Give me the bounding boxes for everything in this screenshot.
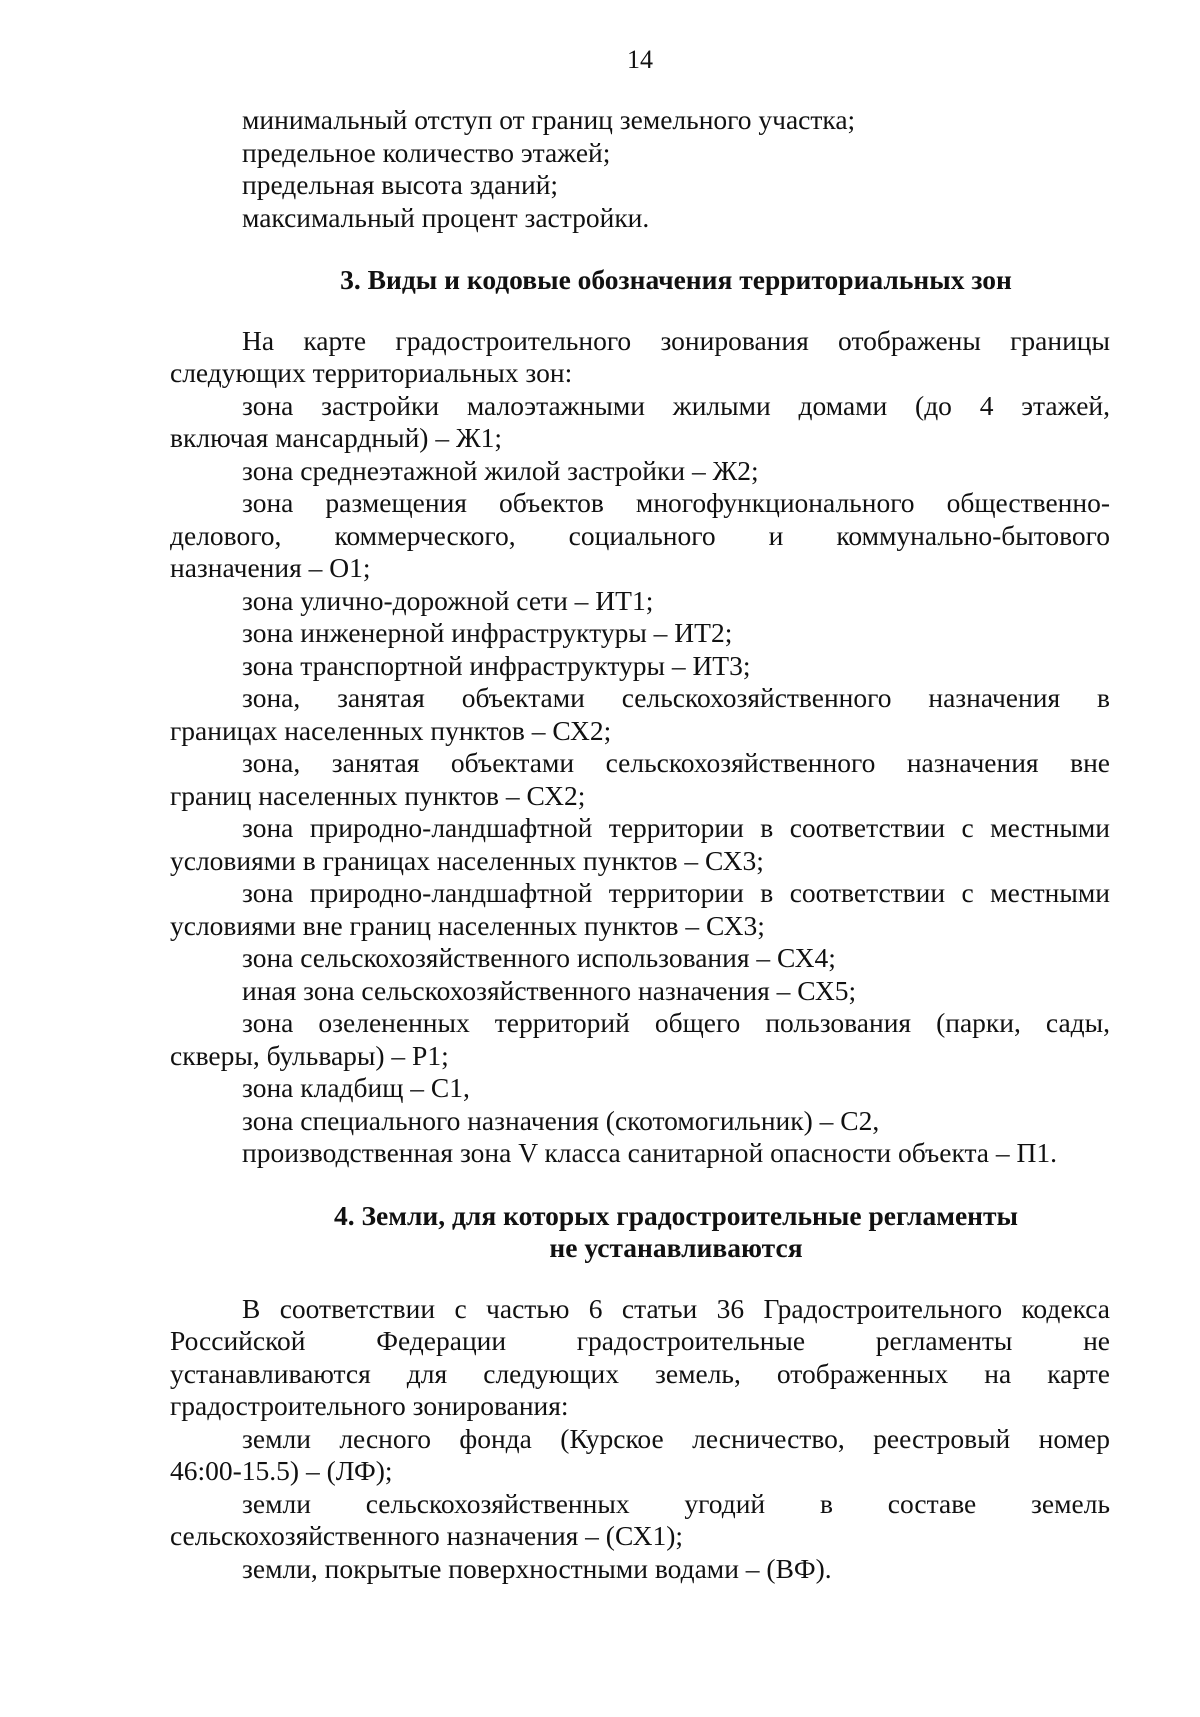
zone-item bbox=[170, 975, 1110, 1008]
zone-item-line: условиями в границах населенных пунктов – СХ3; bbox=[170, 844, 764, 876]
zone-item-line: зона застройки малоэтажными жилыми домами (до 4 этажей, bbox=[242, 389, 1110, 421]
heading-line: не устанавливаются bbox=[549, 1232, 803, 1263]
zone-item-line: зона среднеэтажной жилой застройки – Ж2; bbox=[242, 454, 759, 486]
zone-item-line: скверы, бульвары) – Р1; bbox=[170, 1039, 449, 1071]
zone-item-line: иная зона сельскохозяйственного назначения – СХ5; bbox=[242, 974, 857, 1006]
land-item bbox=[170, 1423, 1110, 1488]
land-item-line: земли лесного фонда (Курское лесничество, реестровый номер bbox=[242, 1422, 1110, 1454]
zone-item-line: зона улично-дорожной сети – ИТ1; bbox=[242, 584, 654, 616]
land-item bbox=[170, 1488, 1110, 1553]
land-item-line: сельскохозяйственного назначения – (СХ1); bbox=[170, 1520, 684, 1551]
zone-item-line: зона озелененных территорий общего пользования (парки, сады, bbox=[242, 1007, 1110, 1038]
zone-item-line: зона, занятая объектами сельскохозяйственного назначения вне bbox=[242, 747, 1110, 778]
intro-list bbox=[170, 104, 1110, 234]
zone-item-line: границ населенных пунктов – СХ2; bbox=[170, 779, 586, 811]
zone-item-line: зона транспортной инфраструктуры – ИТ3; bbox=[242, 649, 751, 681]
section-3-heading: 3. Виды и кодовые обозначения территориальных зон bbox=[340, 264, 1012, 295]
heading-line: 4. Земли, для которых градостроительные регламенты bbox=[334, 1199, 1018, 1231]
zone-item bbox=[170, 1105, 1110, 1138]
zone-item bbox=[170, 812, 1110, 877]
paragraph-line: Российской Федерации градостроительные регламенты не bbox=[170, 1325, 1110, 1356]
zone-item bbox=[170, 942, 1110, 975]
zone-item-line: производственная зона V класса санитарной опасности объекта – П1. bbox=[242, 1137, 1057, 1168]
zone-item-line: зона специального назначения (скотомогильник) – С2, bbox=[242, 1104, 880, 1136]
zone-item bbox=[170, 877, 1110, 942]
document-body bbox=[170, 104, 1110, 1585]
land-item-line: земли сельскохозяйственных угодий в составе земель bbox=[242, 1487, 1110, 1519]
zone-item-line: границах населенных пунктов – СХ2; bbox=[170, 714, 612, 746]
zone-list bbox=[170, 390, 1110, 1170]
intro-line: предельное количество этажей; bbox=[242, 136, 611, 168]
zone-item-line: зона природно-ландшафтной территории в соответствии с местными bbox=[242, 877, 1110, 908]
zone-item-line: зона, занятая объектами сельскохозяйственного назначения в bbox=[242, 682, 1110, 713]
zone-item-line: делового, коммерческого, социального и коммунально-бытового bbox=[170, 519, 1110, 551]
paragraph-line: В соответствии с частью 6 статьи 36 Градостроительного кодекса bbox=[242, 1292, 1110, 1324]
zone-item-line: зона инженерной инфраструктуры – ИТ2; bbox=[242, 617, 733, 648]
zone-item bbox=[170, 487, 1110, 585]
page-number: 14 bbox=[627, 45, 653, 74]
intro-line: предельная высота зданий; bbox=[242, 169, 559, 200]
intro-line: минимальный отступ от границ земельного участка; bbox=[242, 104, 856, 135]
section-4-intro bbox=[170, 1293, 1110, 1423]
zone-item bbox=[170, 650, 1110, 683]
paragraph-line: На карте градостроительного зонирования отображены границы bbox=[242, 324, 1110, 356]
section-3-intro bbox=[170, 325, 1110, 390]
zone-item bbox=[170, 747, 1110, 812]
land-item bbox=[170, 1553, 1110, 1586]
zone-item bbox=[170, 1072, 1110, 1105]
intro-line: максимальный процент застройки. bbox=[242, 201, 650, 233]
zone-item bbox=[170, 682, 1110, 747]
zone-item-line: зона сельскохозяйственного использования – СХ4; bbox=[242, 942, 836, 973]
paragraph-line: градостроительного зонирования: bbox=[170, 1390, 569, 1421]
zone-item-line: зона размещения объектов многофункционального общественно- bbox=[242, 487, 1110, 518]
zone-item-line: включая мансардный) – Ж1; bbox=[170, 422, 502, 453]
zone-item bbox=[170, 390, 1110, 455]
land-list bbox=[170, 1423, 1110, 1586]
zone-item-line: назначения – О1; bbox=[170, 552, 371, 583]
zone-item bbox=[170, 1007, 1110, 1072]
land-item-line: земли, покрытые поверхностными водами – (ВФ). bbox=[242, 1552, 832, 1584]
zone-item-line: условиями вне границ населенных пунктов – СХ3; bbox=[170, 909, 765, 941]
paragraph-line: устанавливаются для следующих земель, отображенных на карте bbox=[170, 1357, 1110, 1389]
zone-item bbox=[170, 617, 1110, 650]
section-4-heading bbox=[170, 1200, 1110, 1265]
zone-item-line: зона природно-ландшафтной территории в соответствии с местными bbox=[242, 812, 1110, 843]
zone-item bbox=[170, 455, 1110, 488]
zone-item-line: зона кладбищ – С1, bbox=[242, 1072, 470, 1103]
paragraph-line: следующих территориальных зон: bbox=[170, 357, 573, 388]
land-item-line: 46:00-15.5) – (ЛФ); bbox=[170, 1455, 393, 1486]
zone-item bbox=[170, 585, 1110, 618]
zone-item bbox=[170, 1137, 1110, 1170]
